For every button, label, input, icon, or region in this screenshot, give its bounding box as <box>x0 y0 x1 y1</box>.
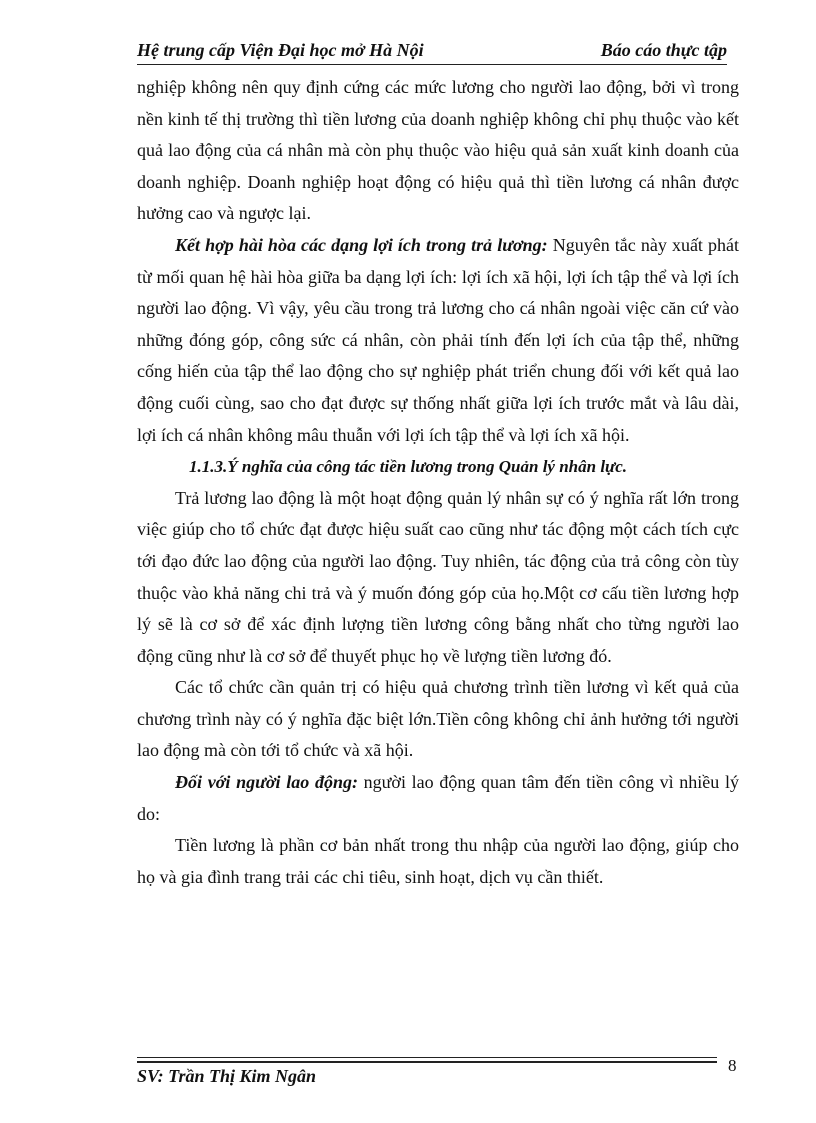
footer-divider <box>137 1057 717 1058</box>
document-body <box>137 72 739 893</box>
page-number: 8 <box>728 1056 737 1075</box>
paragraph-2-lead: Kết hợp hài hòa các dạng lợi ích trong trả lương: <box>175 234 548 255</box>
paragraph-2 <box>137 230 739 451</box>
header-report-title: Báo cáo thực tập <box>600 40 727 60</box>
paragraph-1: nghiệp không nên quy định cứng các mức lương cho người lao động, bởi vì trong nền kinh tế thị trường thì tiền lương của doanh nghiệp không chỉ phụ thuộc vào kết quả lao động của cá nhân mà còn phụ thuộc vào hiệu quả sản xuất kinh doanh của doanh nghiệp. Doanh nghiệp hoạt động có hiệu quả thì tiền lương cá nhân được hưởng cao và ngược lại. <box>137 77 739 224</box>
paragraph-5-text: người lao động quan tâm đến tiền công vì nhiều lý do: <box>137 772 739 824</box>
footer-author: SV: Trần Thị Kim Ngân <box>137 1066 317 1086</box>
paragraph-4: Các tổ chức cần quản trị có hiệu quả chương trình tiền lương vì kết quả của chương trình này có ý nghĩa đặc biệt lớn.Tiền công không chỉ ảnh hưởng tới người lao động mà còn tới tổ chức và xã hội. <box>137 677 739 761</box>
page-header <box>137 38 727 65</box>
paragraph-2-text: Nguyên tắc này xuất phát từ mối quan hệ hài hòa giữa ba dạng lợi ích: lợi ích xã hội, lợi ích tập thể và lợi ích người lao động. Vì vậy, yêu cầu trong trả lương cho cá nhân ngoài việc căn cứ vào những đóng góp, công sức cá nhân, còn phải tính đến lợi ích của tập thể, những cống hiến của tập thể lao động cho sự nghiệp phát triển chung đối với kết quả lao động cuối cùng, sao cho đạt được sự thống nhất giữa lợi ích trước mắt và lâu dài, lợi ích cá nhân không mâu thuẫn với lợi ích tập thể và lợi ích xã hội. <box>137 234 740 445</box>
paragraph-6: Tiền lương là phần cơ bản nhất trong thu nhập của người lao động, giúp cho họ và gia đình trang trải các chi tiêu, sinh hoạt, dịch vụ cần thiết. <box>137 835 739 887</box>
paragraph-5 <box>137 767 739 830</box>
paragraph-3: Trả lương lao động là một hoạt động quản lý nhân sự có ý nghĩa rất lớn trong việc giúp cho tổ chức đạt được hiệu suất cao cũng như tác động một cách tích cực tới đạo đức lao động của người lao động. Tuy nhiên, tác động của trả công còn tùy thuộc vào khả năng chi trả và ý muốn đóng góp của họ.Một cơ cấu tiền lương hợp lý sẽ là cơ sở để xác định lượng tiền lương công bằng nhất cho từng người lao động cũng như là cơ sở để thuyết phục họ về lượng tiền lương đó. <box>137 487 739 666</box>
paragraph-5-lead: Đối với người lao động: <box>175 772 358 793</box>
footer-divider-thick <box>137 1061 717 1063</box>
section-heading: 1.1.3.Ý nghĩa của công tác tiền lương trong Quản lý nhân lực. <box>189 457 628 477</box>
header-institution: Hệ trung cấp Viện Đại học mở Hà Nội <box>137 40 424 60</box>
